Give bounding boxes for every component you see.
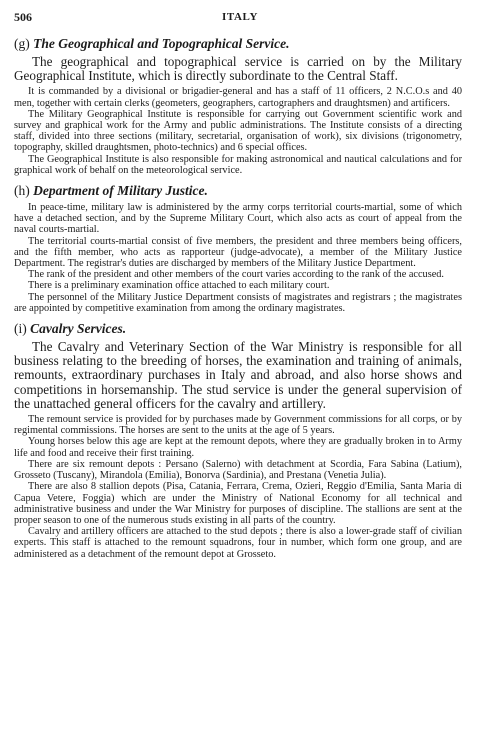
paragraph: There are six remount depots : Persano (Salerno) with detachment at Scordia, Fara Sabina (Latium), Grosseto (Tuscany), Mirandola (Emilia), Bonorva (Sardinia), and Prestana (Venetia Julia). (14, 458, 462, 482)
page-header (14, 10, 466, 26)
paragraph: Young horses below this age are kept at the remount depots, where they are gradually broken in to Army life and food and receive their first training. (14, 436, 462, 459)
paragraph: The Military Geographical Institute is responsible for carrying out Government scientific work and survey and graphical work for the Army and public administrations. The Institute consists of a directing staff, divided into three sections (military, secretarial, organisation of work), six divisions (trigonometry, topography, skilled draughtsmen, photo-technics) and 6 special offices. (14, 108, 462, 154)
paragraph: The remount service is provided for by purchases made by Government commissions for all corps, or by regimental commissions. The horses are sent to the units at the age of 5 years. (14, 414, 462, 437)
paragraph: It is commanded by a divisional or brigadier-general and has a staff of 11 officers, 2 N.C.O.s and 40 men, together with certain clerks (geometers, geographers, cartographers and draughtsmen) and artificers. (14, 86, 462, 109)
page-body (14, 36, 462, 560)
page-number: 506 (14, 10, 32, 24)
paragraph: In peace-time, military law is administered by the army corps territorial courts-martial, some of which have a detached section, and by the Supreme Military Court, which also acts as court of appeal from the naval courts-martial. (14, 202, 462, 236)
section-military-justice (14, 183, 462, 314)
section-heading (14, 321, 462, 337)
section-geographical-service (14, 36, 462, 176)
lead-paragraph: The geographical and topographical service is carried on by the Military Geographical Institute, which is directly subordinate to the Central Staff. (14, 54, 462, 84)
paragraph: The personnel of the Military Justice Department consists of magistrates and registrars ; the magistrates are appointed by competitive examination from among the ordinary magistrates. (14, 291, 462, 314)
paragraph: The Geographical Institute is also responsible for making astronomical and nautical calculations and for graphical work of behalf on the meteorological service. (14, 153, 462, 176)
section-cavalry-services (14, 321, 462, 560)
section-title: Department of Military Justice. (33, 183, 208, 199)
section-label: (h) (14, 183, 30, 199)
section-label: (g) (14, 36, 30, 51)
paragraph: Cavalry and artillery officers are attached to the stud depots ; there is also a lower-grade staff of civilian experts. This staff is attached to the remount squadrons, four in number, which form one group, and are administered as a detachment of the remount depot at Grosseto. (14, 526, 462, 560)
lead-paragraph: The Cavalry and Veterinary Section of the War Ministry is responsible for all business relating to the breeding of horses, the examination and training of animals, remounts, extraordinary purchases in Italy and abroad, and also horse shows and competitions in horsemanship. The stud service is under the general supervision of the unattached general officers for the cavalry and artillery. (14, 339, 462, 411)
section-heading (14, 36, 462, 52)
section-label: (i) (14, 321, 27, 337)
paragraph: There are also 8 stallion depots (Pisa, Catania, Ferrara, Crema, Ozieri, Reggio d'Emilia, Santa Maria di Capua Vetere, Foggia) which are under the Ministry of National Economy for all technical and administrative business and under the War Ministry for purposes of discipline. The stallions are sent at the proper season to one of the numerous studs existing in all parts of the country. (14, 481, 462, 526)
running-title: ITALY (221, 11, 259, 23)
paragraph: The territorial courts-martial consist of five members, the president and three members being officers, and the fifth member, who acts as rapporteur (judge-advocate), a member of the Military Justice Department. The registrar's duties are discharged by members of the Military Justice Department. (14, 235, 462, 270)
section-heading (14, 183, 462, 199)
section-title: Cavalry Services. (30, 321, 127, 337)
paragraph: There is a preliminary examination office attached to each military court. (28, 280, 330, 292)
section-title: The Geographical and Topographical Service. (33, 36, 290, 51)
paragraph: The rank of the president and other members of the court varies according to the rank of the accused. (28, 269, 445, 281)
